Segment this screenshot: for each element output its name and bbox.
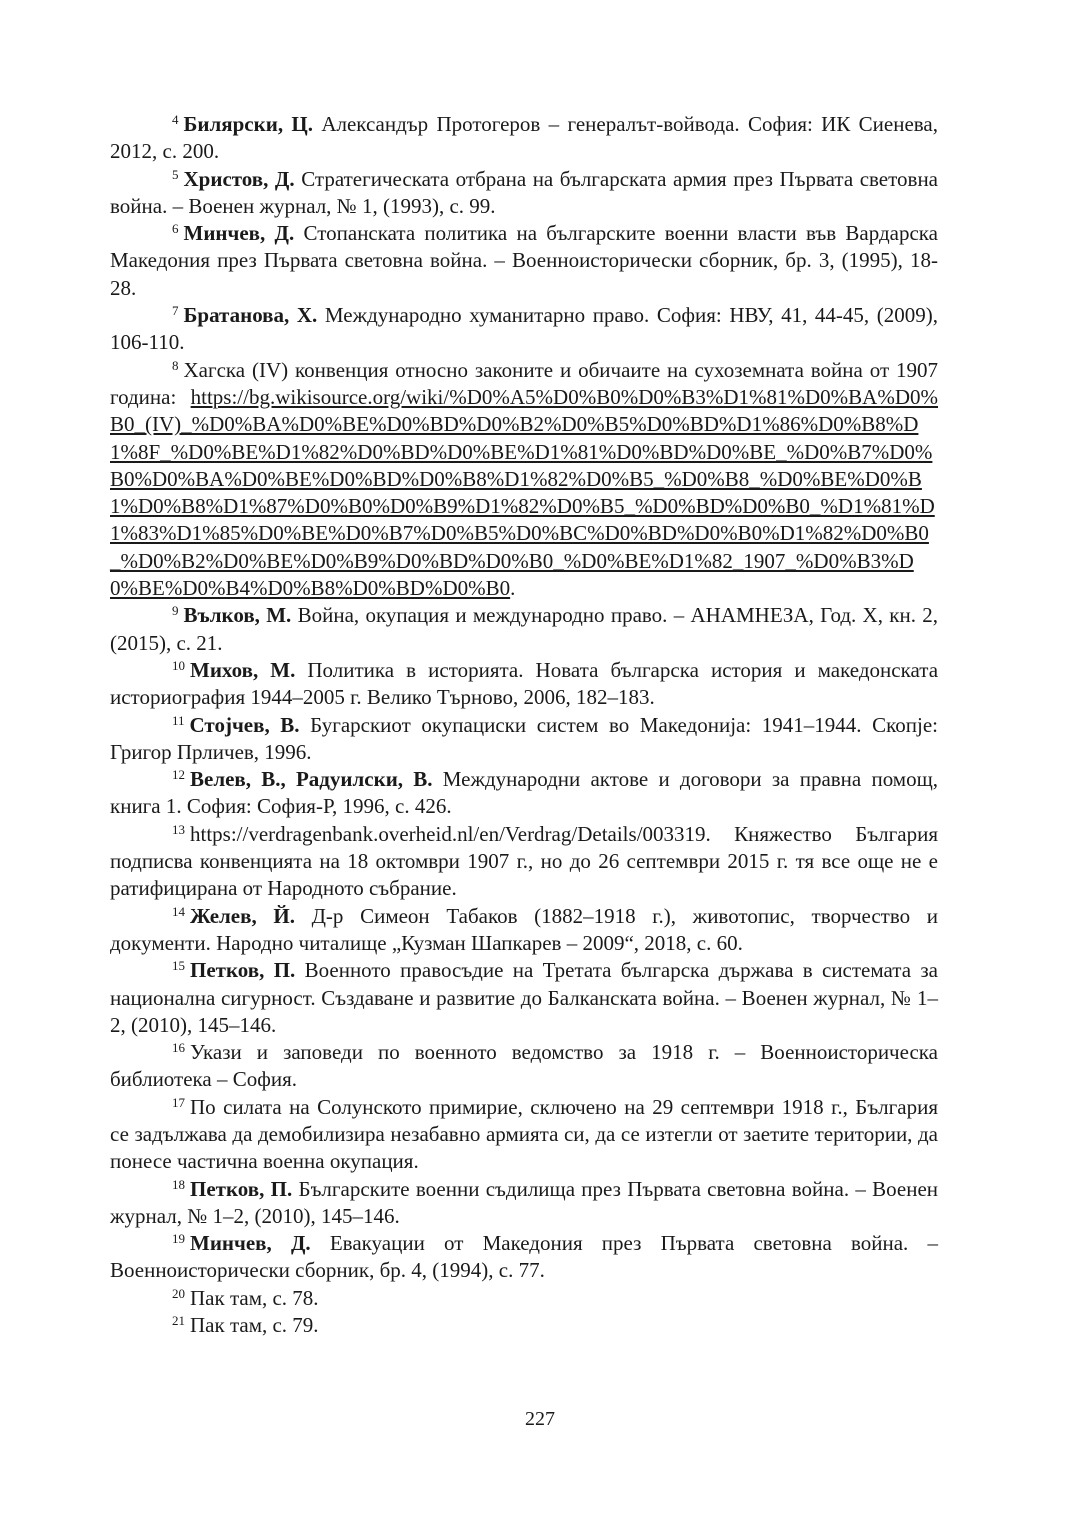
footnote <box>110 111 938 166</box>
footnote-author: Велев, В., Радуилски, В. <box>190 767 433 792</box>
footnote-text: Пак там, с. 78. <box>190 1285 319 1310</box>
footnote-number: 7 <box>172 303 179 319</box>
footnote <box>110 357 938 603</box>
footnote <box>110 1230 938 1285</box>
footnote-number: 9 <box>172 603 179 619</box>
footnote-number: 11 <box>172 712 185 728</box>
footnote-text: Военното правосъдие на Третата българска държава в системата за национална сигурност. Създаване и развитие до Балканската война. – Военен журнал, № 1–2, (2010), 145–146. <box>110 958 939 1037</box>
footnote <box>110 602 938 657</box>
footnote-text: Бугарскиот окупациски систем во Македонија: 1941–1944. Скопје: Григор Прличев, 1996. <box>110 712 939 764</box>
footnote-number: 17 <box>172 1094 185 1110</box>
page-number: 227 <box>525 1408 555 1430</box>
footnote-number: 13 <box>172 821 185 837</box>
footnote-author: Желев, Й. <box>190 903 295 928</box>
footnote-author: Билярски, Ц. <box>183 112 313 136</box>
footnote-number: 4 <box>172 112 179 127</box>
footnote-number: 19 <box>172 1231 185 1247</box>
footnote <box>110 657 938 712</box>
footnote-text: Александър Протогеров – генералът-войвода. София: ИК Сиенева, 2012, с. 200. <box>110 112 938 164</box>
footnote-text: Стратегическата отбрана на българската армия през Първата световна война. – Военен журнал, № 1, (1993), с. 99. <box>110 166 938 218</box>
footnote-text: Международни актове и договори за правна помощ, книга 1. София: София-Р, 1996, с. 426. <box>110 767 938 819</box>
footnote-number: 20 <box>172 1285 185 1301</box>
footnote <box>110 1312 938 1339</box>
footnote <box>110 302 938 357</box>
footnote-author: Минчев, Д. <box>190 1231 311 1256</box>
footnote-text: Стопанската политика на българските военни власти във Вардарска Македония през Първата световна война. – Военноисторически сборник, бр. 3, (1995), 18-28. <box>110 221 938 300</box>
footnote-author: Братанова, Х. <box>183 303 318 328</box>
footnote <box>110 1176 938 1231</box>
footnote <box>110 766 938 821</box>
footnote <box>110 712 938 767</box>
footnote-text: Д-р Симеон Табаков (1882–1918 г.), животопис, творчество и документи. Народно читалище „Кузман Шапкарев – 2009“, 2018, с. 60. <box>110 903 939 955</box>
footnote <box>110 220 938 302</box>
footnote-author: Петков, П. <box>190 1176 293 1201</box>
footnote-author: Петков, П. <box>190 958 296 983</box>
footnote-number: 12 <box>172 767 185 783</box>
footnote <box>110 1039 938 1094</box>
footnote-text: Война, окупация и международно право. – АНАМНЕЗА, Год. X, кн. 2, (2015), с. 21. <box>110 603 939 655</box>
footnote-text: Хагска (IV) конвенция относно законите и обичаите на сухоземната война от 1907 година: <box>110 357 938 409</box>
footnotes-section <box>110 111 938 1339</box>
footnote-text-end: . <box>510 576 516 601</box>
footnote <box>110 166 938 221</box>
footnote-text: Пак там, с. 79. <box>190 1313 319 1338</box>
wikisource-link[interactable]: https://bg.wikisource.org/wiki/%D0%A5%D0%B0%D0%B3%D1%81%D0%BA%D0%B0_(IV)_%D0%BA%D0%BE%D0%BD%D0%B2%D0%B5%D0%BD%D1%86%D0%B8%D1%8F_%D0%BE%D1%82%D0%BD%D0%BE%D1%81%D0%BD%D0%BE_%D0%B7%D0%B0%D0%BA%D0%BE%D0%BD%D0%B8%D1%82%D0%B5_%D0%B8_%D0%BE%D0%B1%D0%B8%D1%87%D0%B0%D0%B9%D1%82%D0%B5_%D0%BD%D0%B0_%D1%81%D1%83%D1%85%D0%BE%D0%B7%D0%B5%D0%BC%D0%BD%D0%B0%D1%82%D0%B0_%D0%B2%D0%BE%D0%B9%D0%BD%D0%B0_%D0%BE%D1%82_1907_%D0%B3%D0%BE%D0%B4%D0%B8%D0%BD%D0%B0 <box>110 384 938 601</box>
footnote-number: 16 <box>172 1040 185 1056</box>
footnote-number: 18 <box>172 1176 185 1192</box>
footnote-number: 21 <box>172 1313 185 1329</box>
footnote-text: Укази и заповеди по военното ведомство за 1918 г. – Военноисторическа библиотека – София. <box>110 1040 938 1092</box>
footnote-author: Минчев, Д. <box>183 221 295 246</box>
footnote-author: Вълков, М. <box>183 603 292 628</box>
footnote <box>110 903 938 958</box>
footnote-author: Михов, М. <box>190 657 296 682</box>
footnote-text: Международно хуманитарно право. София: НВУ, 41, 44-45, (2009), 106-110. <box>110 303 938 355</box>
footnote-number: 14 <box>172 903 185 919</box>
footnote-text: По силата на Солунското примирие, сключено на 29 септември 1918 г., България се задължава да демобилизира незабавно армията си, да се изтегли от заетите територии, да понесе частична военна окупация. <box>110 1094 938 1174</box>
footnote <box>110 957 938 1039</box>
footnote-text: Българските военни съдилища през Първата световна война. – Военен журнал, № 1–2, (2010), 145–146. <box>110 1176 938 1228</box>
footnote-number: 6 <box>172 221 179 237</box>
footnote-text: https://verdragenbank.overheid.nl/en/Verdrag/Details/003319. Княжество България подписва конвенцията на 18 октомври 1907 г., но до 26 септември 2015 г. тя все още не е ратифицирана от Народното събрание. <box>110 821 938 901</box>
footnote-author: Христов, Д. <box>183 166 295 191</box>
footnote-text: Евакуации от Македония през Първата световна война. – Военноисторически сборник, бр. 4, (1994), с. 77. <box>110 1231 938 1283</box>
footnote-number: 8 <box>172 357 179 373</box>
footnote <box>110 1094 938 1176</box>
footnote-number: 5 <box>172 166 179 182</box>
footnote-number: 15 <box>172 958 185 974</box>
footnote <box>110 821 938 903</box>
footnote <box>110 1285 938 1312</box>
footnote-author: Стојчев, В. <box>189 712 300 737</box>
footnote-text: Политика в историята. Новата българска история и македонската историография 1944–2005 г. Велико Търново, 2006, 182–183. <box>110 657 939 710</box>
footnote-number: 10 <box>172 657 185 673</box>
